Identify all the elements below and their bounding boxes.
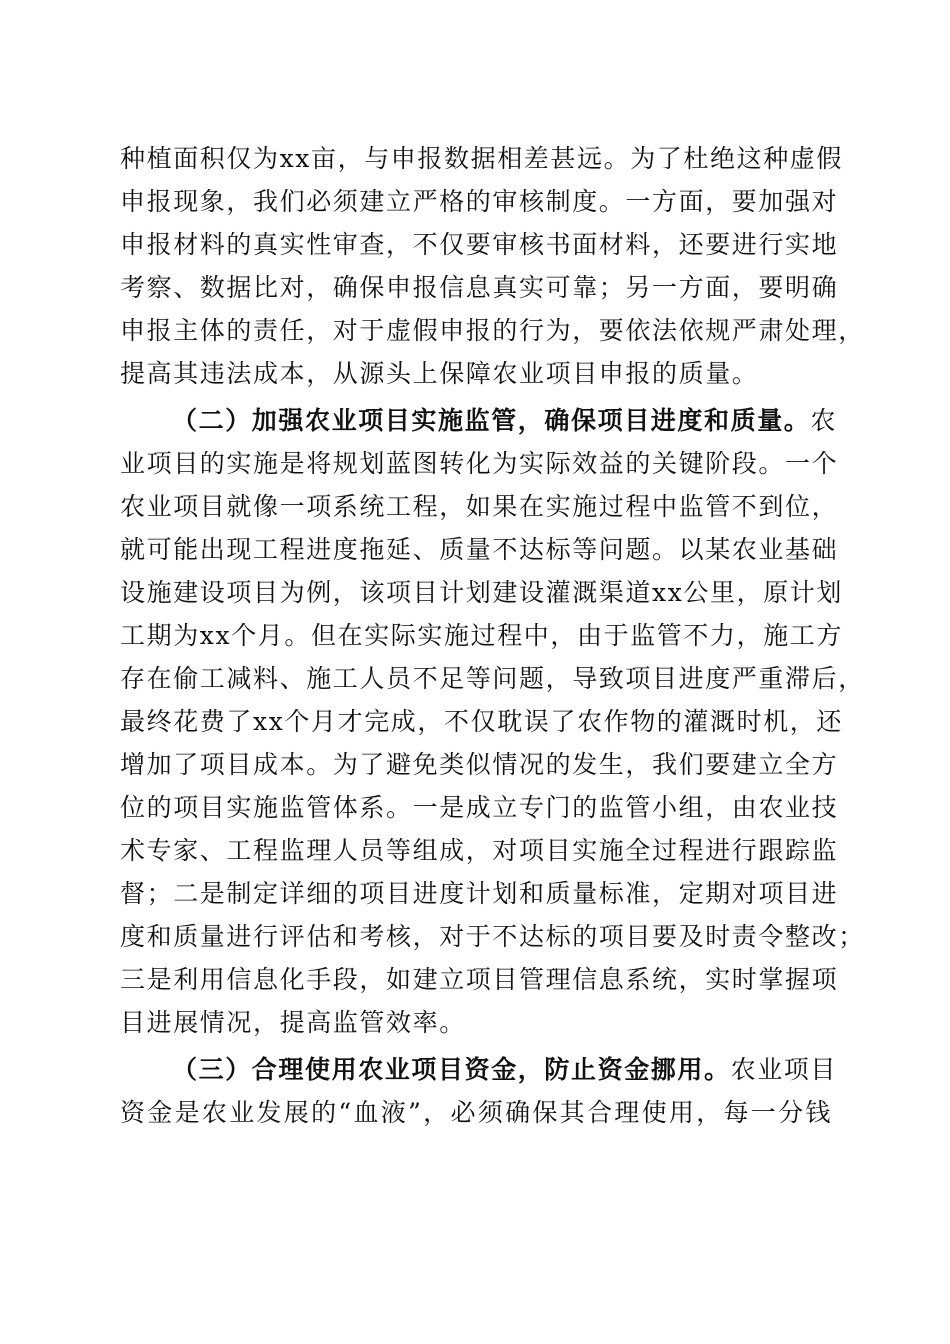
paragraph2-first-line-rest: 农: [810, 406, 838, 435]
paragraph2-line-15: 目进展情况，提高监管效率。: [120, 1008, 466, 1037]
paragraph2-line-6: 工期为xx个月。但在实际实施过程中，由于监管不力，施工方: [120, 621, 844, 650]
paragraph2-line-7: 存在偷工减料、施工人员不足等问题，导致项目进度严重滞后，: [120, 664, 865, 693]
section-heading-2: （二）加强农业项目实施监管，确保项目进度和质量。: [172, 406, 811, 435]
paragraph2-line-2: 业项目的实施是将规划蓝图转化为实际效益的关键阶段。一个: [120, 449, 839, 478]
paragraph3-line-2: 资金是农业发展的“血液”，必须确保其合理使用，每一分钱: [120, 1098, 832, 1127]
paragraph2-line-5: 设施建设项目为例，该项目计划建设灌溉渠道xx公里，原计划: [120, 578, 844, 607]
paragraph2-line-4: 就可能出现工程进度拖延、质量不达标等问题。以某农业基础: [120, 535, 839, 564]
paragraph2-line-10: 位的项目实施监管体系。一是成立专门的监管小组，由农业技: [120, 793, 839, 822]
paragraph2-line-9: 增加了项目成本。为了避免类似情况的发生，我们要建立全方: [120, 750, 839, 779]
paragraph1-line-5: 申报主体的责任，对于虚假申报的行为，要依法依规严肃处理，: [120, 316, 865, 345]
paragraph3-first-line: [172, 1048, 838, 1092]
paragraph1-line-6: 提高其违法成本，从源头上保障农业项目申报的质量。: [120, 359, 759, 388]
paragraph1-line-3: 申报材料的真实性审查，不仅要审核书面材料，还要进行实地: [120, 230, 839, 259]
paragraph2-line-8: 最终花费了xx个月才完成，不仅耽误了农作物的灌溉时机，还: [120, 707, 844, 736]
paragraph2-line-12: 督；二是制定详细的项目进度计划和质量标准，定期对项目进: [120, 879, 839, 908]
section-heading-3: （三）合理使用农业项目资金，防止资金挪用。: [172, 1055, 731, 1084]
paragraph2-line-3: 农业项目就像一项系统工程，如果在实施过程中监管不到位，: [120, 492, 839, 521]
paragraph2-line-13: 度和质量进行评估和考核，对于不达标的项目要及时责令整改；: [120, 922, 865, 951]
paragraph3-first-line-rest: 农业项目: [730, 1055, 838, 1084]
paragraph1-line-2: 申报现象，我们必须建立严格的审核制度。一方面，要加强对: [120, 187, 839, 216]
paragraph2-line-11: 术专家、工程监理人员等组成，对项目实施全过程进行跟踪监: [120, 836, 839, 865]
paragraph2-first-line: [172, 399, 838, 443]
paragraph2-line-14: 三是利用信息化手段，如建立项目管理信息系统，实时掌握项: [120, 965, 839, 994]
paragraph1-line-4: 考察、数据比对，确保申报信息真实可靠；另一方面，要明确: [120, 273, 839, 302]
paragraph1-line-1: 种植面积仅为xx亩，与申报数据相差甚远。为了杜绝这种虚假: [120, 144, 844, 173]
